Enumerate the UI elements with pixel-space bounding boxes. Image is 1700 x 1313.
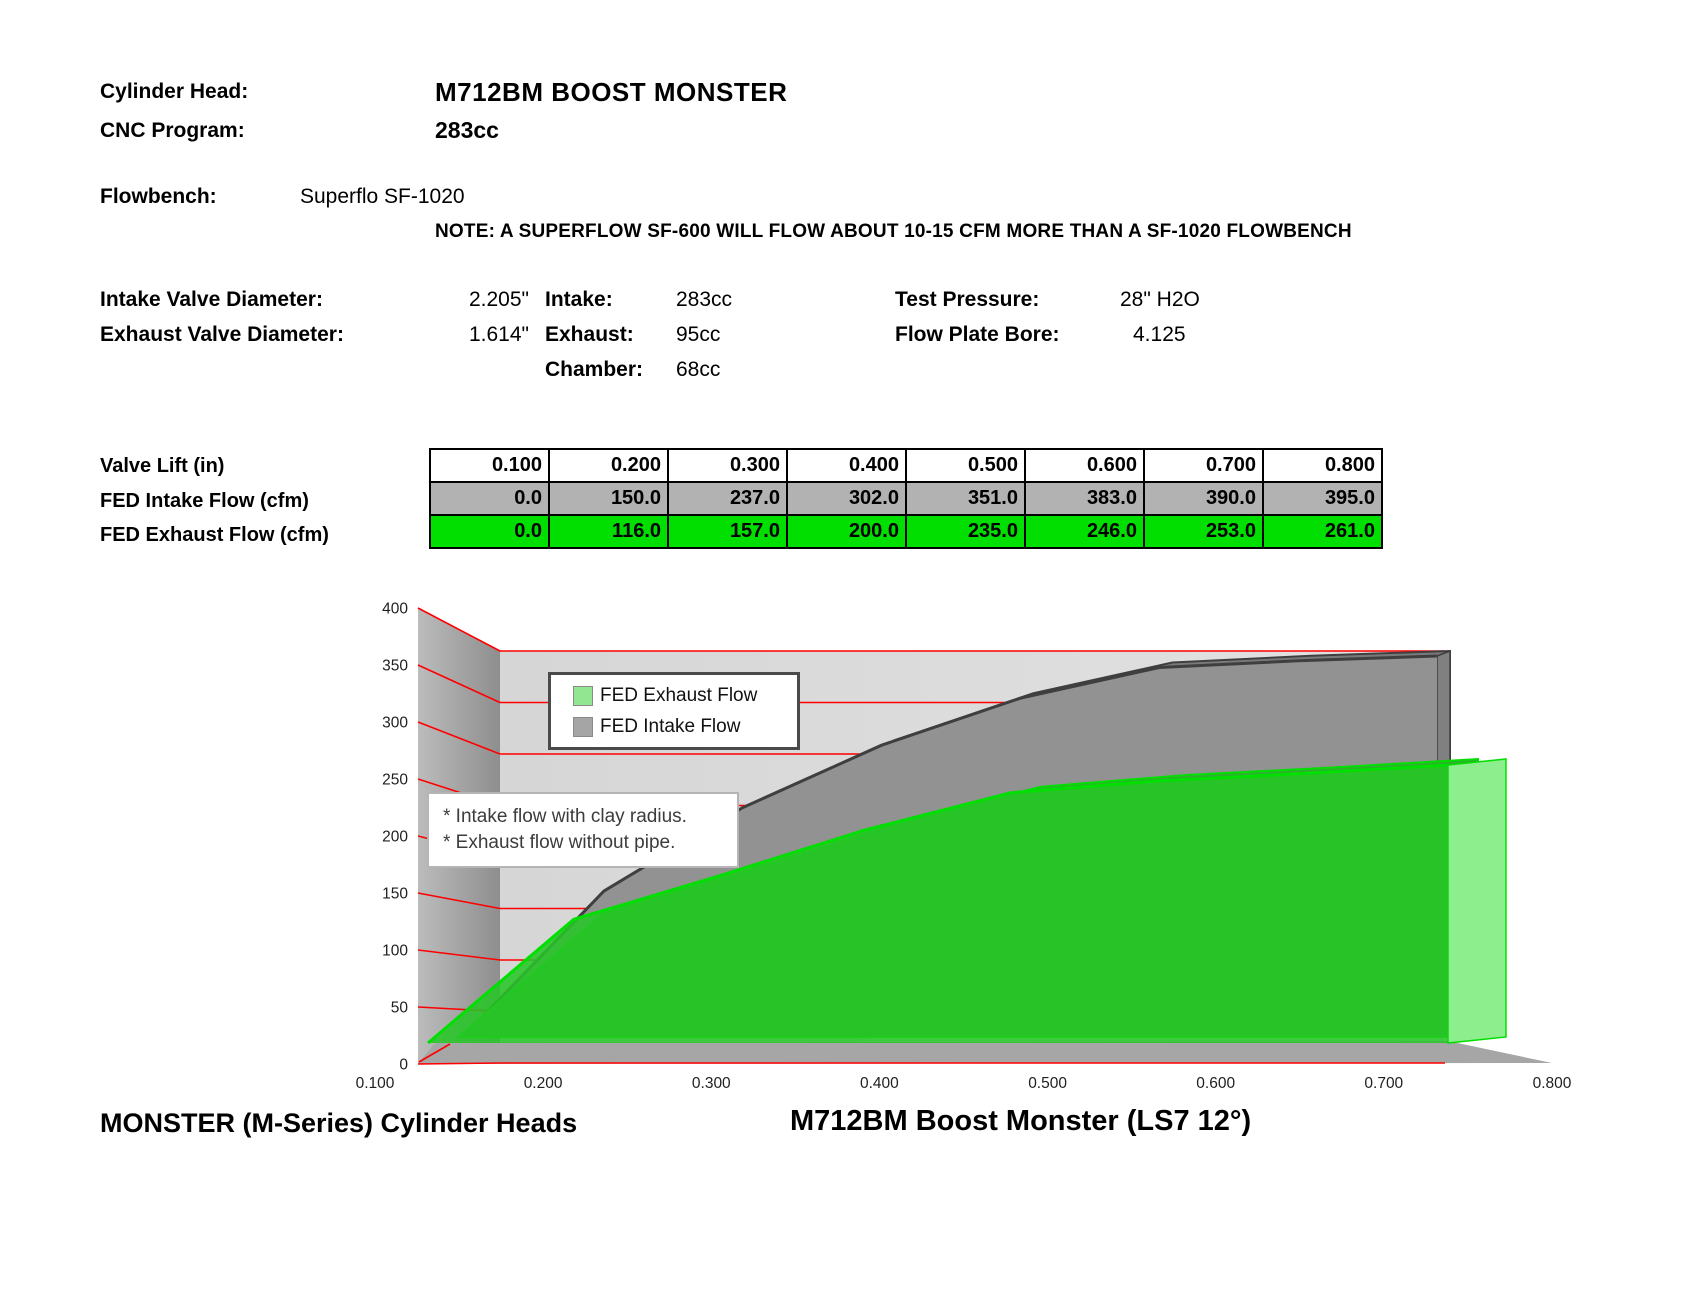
- exhaust-cc-label: Exhaust:: [545, 323, 634, 346]
- chamber-value: 68cc: [676, 358, 721, 381]
- flowbench-note: NOTE: A SUPERFLOW SF-600 WILL FLOW ABOUT 10-15 CFM MORE THAN A SF-1020 FLOWBENCH: [435, 221, 1352, 242]
- annotation-line-intake: * Intake flow with clay radius.: [443, 806, 687, 827]
- exhaust-flow-row-label: FED Exhaust Flow (cfm): [100, 524, 329, 546]
- exhaust-cc-value: 95cc: [676, 323, 721, 346]
- flowbench-label: Flowbench:: [100, 185, 217, 208]
- footer-series-name: MONSTER (M-Series) Cylinder Heads: [100, 1108, 578, 1138]
- exhaust-valve-diameter-value: 1.614": [468, 323, 529, 346]
- intake-cc-value: 283cc: [676, 288, 733, 311]
- exhaust-cell: 253.0: [1144, 515, 1263, 548]
- y-tick-label: 350: [382, 657, 408, 675]
- flowbench-value: Superflo SF-1020: [300, 185, 465, 208]
- y-tick-label: 200: [382, 828, 408, 846]
- annotation-line-exhaust: * Exhaust flow without pipe.: [443, 832, 676, 853]
- legend-entry-intake: [573, 716, 797, 738]
- x-tick-label: 0.300: [691, 1075, 731, 1092]
- legend-entry-exhaust: [573, 685, 797, 707]
- valve-lift-row-label: Valve Lift (in): [100, 455, 225, 477]
- x-tick-label: 0.800: [1532, 1075, 1572, 1092]
- lift-cell: 0.700: [1144, 449, 1263, 482]
- lift-cell: 0.200: [549, 449, 668, 482]
- intake-cell: 351.0: [906, 482, 1025, 515]
- lift-cell: 0.500: [906, 449, 1025, 482]
- lift-cell: 0.100: [430, 449, 549, 482]
- x-tick-label: 0.400: [860, 1075, 899, 1092]
- y-tick-label: 400: [382, 600, 408, 618]
- exhaust-cell: 246.0: [1025, 515, 1144, 548]
- cnc-program-value: 283cc: [435, 117, 499, 143]
- y-tick-label: 150: [382, 885, 408, 903]
- test-pressure-label: Test Pressure:: [895, 288, 1040, 311]
- x-tick-label: 0.500: [1028, 1075, 1067, 1092]
- legend-label-intake: FED Intake Flow: [600, 715, 741, 737]
- flow-plate-bore-label: Flow Plate Bore:: [895, 323, 1060, 346]
- exhaust-cell: 235.0: [906, 515, 1025, 548]
- intake-valve-diameter-value: 2.205": [468, 288, 529, 311]
- y-tick-label: 50: [390, 999, 408, 1017]
- intake-cell: 150.0: [549, 482, 668, 515]
- chart-annotation: [427, 792, 739, 868]
- intake-cell: 302.0: [787, 482, 906, 515]
- exhaust-cell: 200.0: [787, 515, 906, 548]
- test-pressure-value: 28" H2O: [1120, 288, 1200, 311]
- cylinder-head-value: M712BM BOOST MONSTER: [435, 77, 788, 107]
- cnc-program-label: CNC Program:: [100, 119, 245, 142]
- intake-cc-label: Intake:: [545, 288, 613, 311]
- x-tick-label: 0.100: [355, 1075, 395, 1092]
- chart-legend: [548, 672, 800, 750]
- intake-cell: 395.0: [1263, 482, 1382, 515]
- lift-cell: 0.800: [1263, 449, 1382, 482]
- exhaust-cell: 116.0: [549, 515, 668, 548]
- exhaust-cell: 0.0: [430, 515, 549, 548]
- footer-head-name: M712BM Boost Monster (LS7 12°): [790, 1105, 1252, 1137]
- chamber-label: Chamber:: [545, 358, 644, 381]
- y-tick-label: 0: [399, 1056, 408, 1074]
- lift-cell: 0.300: [668, 449, 787, 482]
- x-tick-label: 0.200: [523, 1075, 563, 1092]
- lift-cell: 0.600: [1025, 449, 1144, 482]
- lift-cell: 0.400: [787, 449, 906, 482]
- legend-label-exhaust: FED Exhaust Flow: [600, 684, 758, 706]
- y-tick-label: 250: [382, 771, 408, 789]
- intake-valve-diameter-label: Intake Valve Diameter:: [100, 288, 323, 311]
- cylinder-head-label: Cylinder Head:: [100, 80, 249, 103]
- intake-flow-row-label: FED Intake Flow (cfm): [100, 490, 309, 512]
- exhaust-cell: 261.0: [1263, 515, 1382, 548]
- y-tick-label: 300: [382, 714, 408, 732]
- exhaust-valve-diameter-label: Exhaust Valve Diameter:: [100, 323, 344, 346]
- y-tick-label: 100: [382, 942, 408, 960]
- intake-cell: 390.0: [1144, 482, 1263, 515]
- intake-cell: 237.0: [668, 482, 787, 515]
- flow-plate-bore-value: 4.125: [1133, 323, 1186, 346]
- x-tick-label: 0.700: [1364, 1075, 1404, 1092]
- exhaust-cell: 157.0: [668, 515, 787, 548]
- chart-floor: [418, 1041, 1552, 1064]
- intake-flow-swatch-icon: [573, 717, 593, 737]
- intake-cell: 0.0: [430, 482, 549, 515]
- exhaust-flow-side-face: [1448, 759, 1506, 1043]
- intake-cell: 383.0: [1025, 482, 1144, 515]
- x-tick-label: 0.600: [1196, 1075, 1236, 1092]
- exhaust-flow-swatch-icon: [573, 686, 593, 706]
- wall-gridline: [418, 1063, 500, 1064]
